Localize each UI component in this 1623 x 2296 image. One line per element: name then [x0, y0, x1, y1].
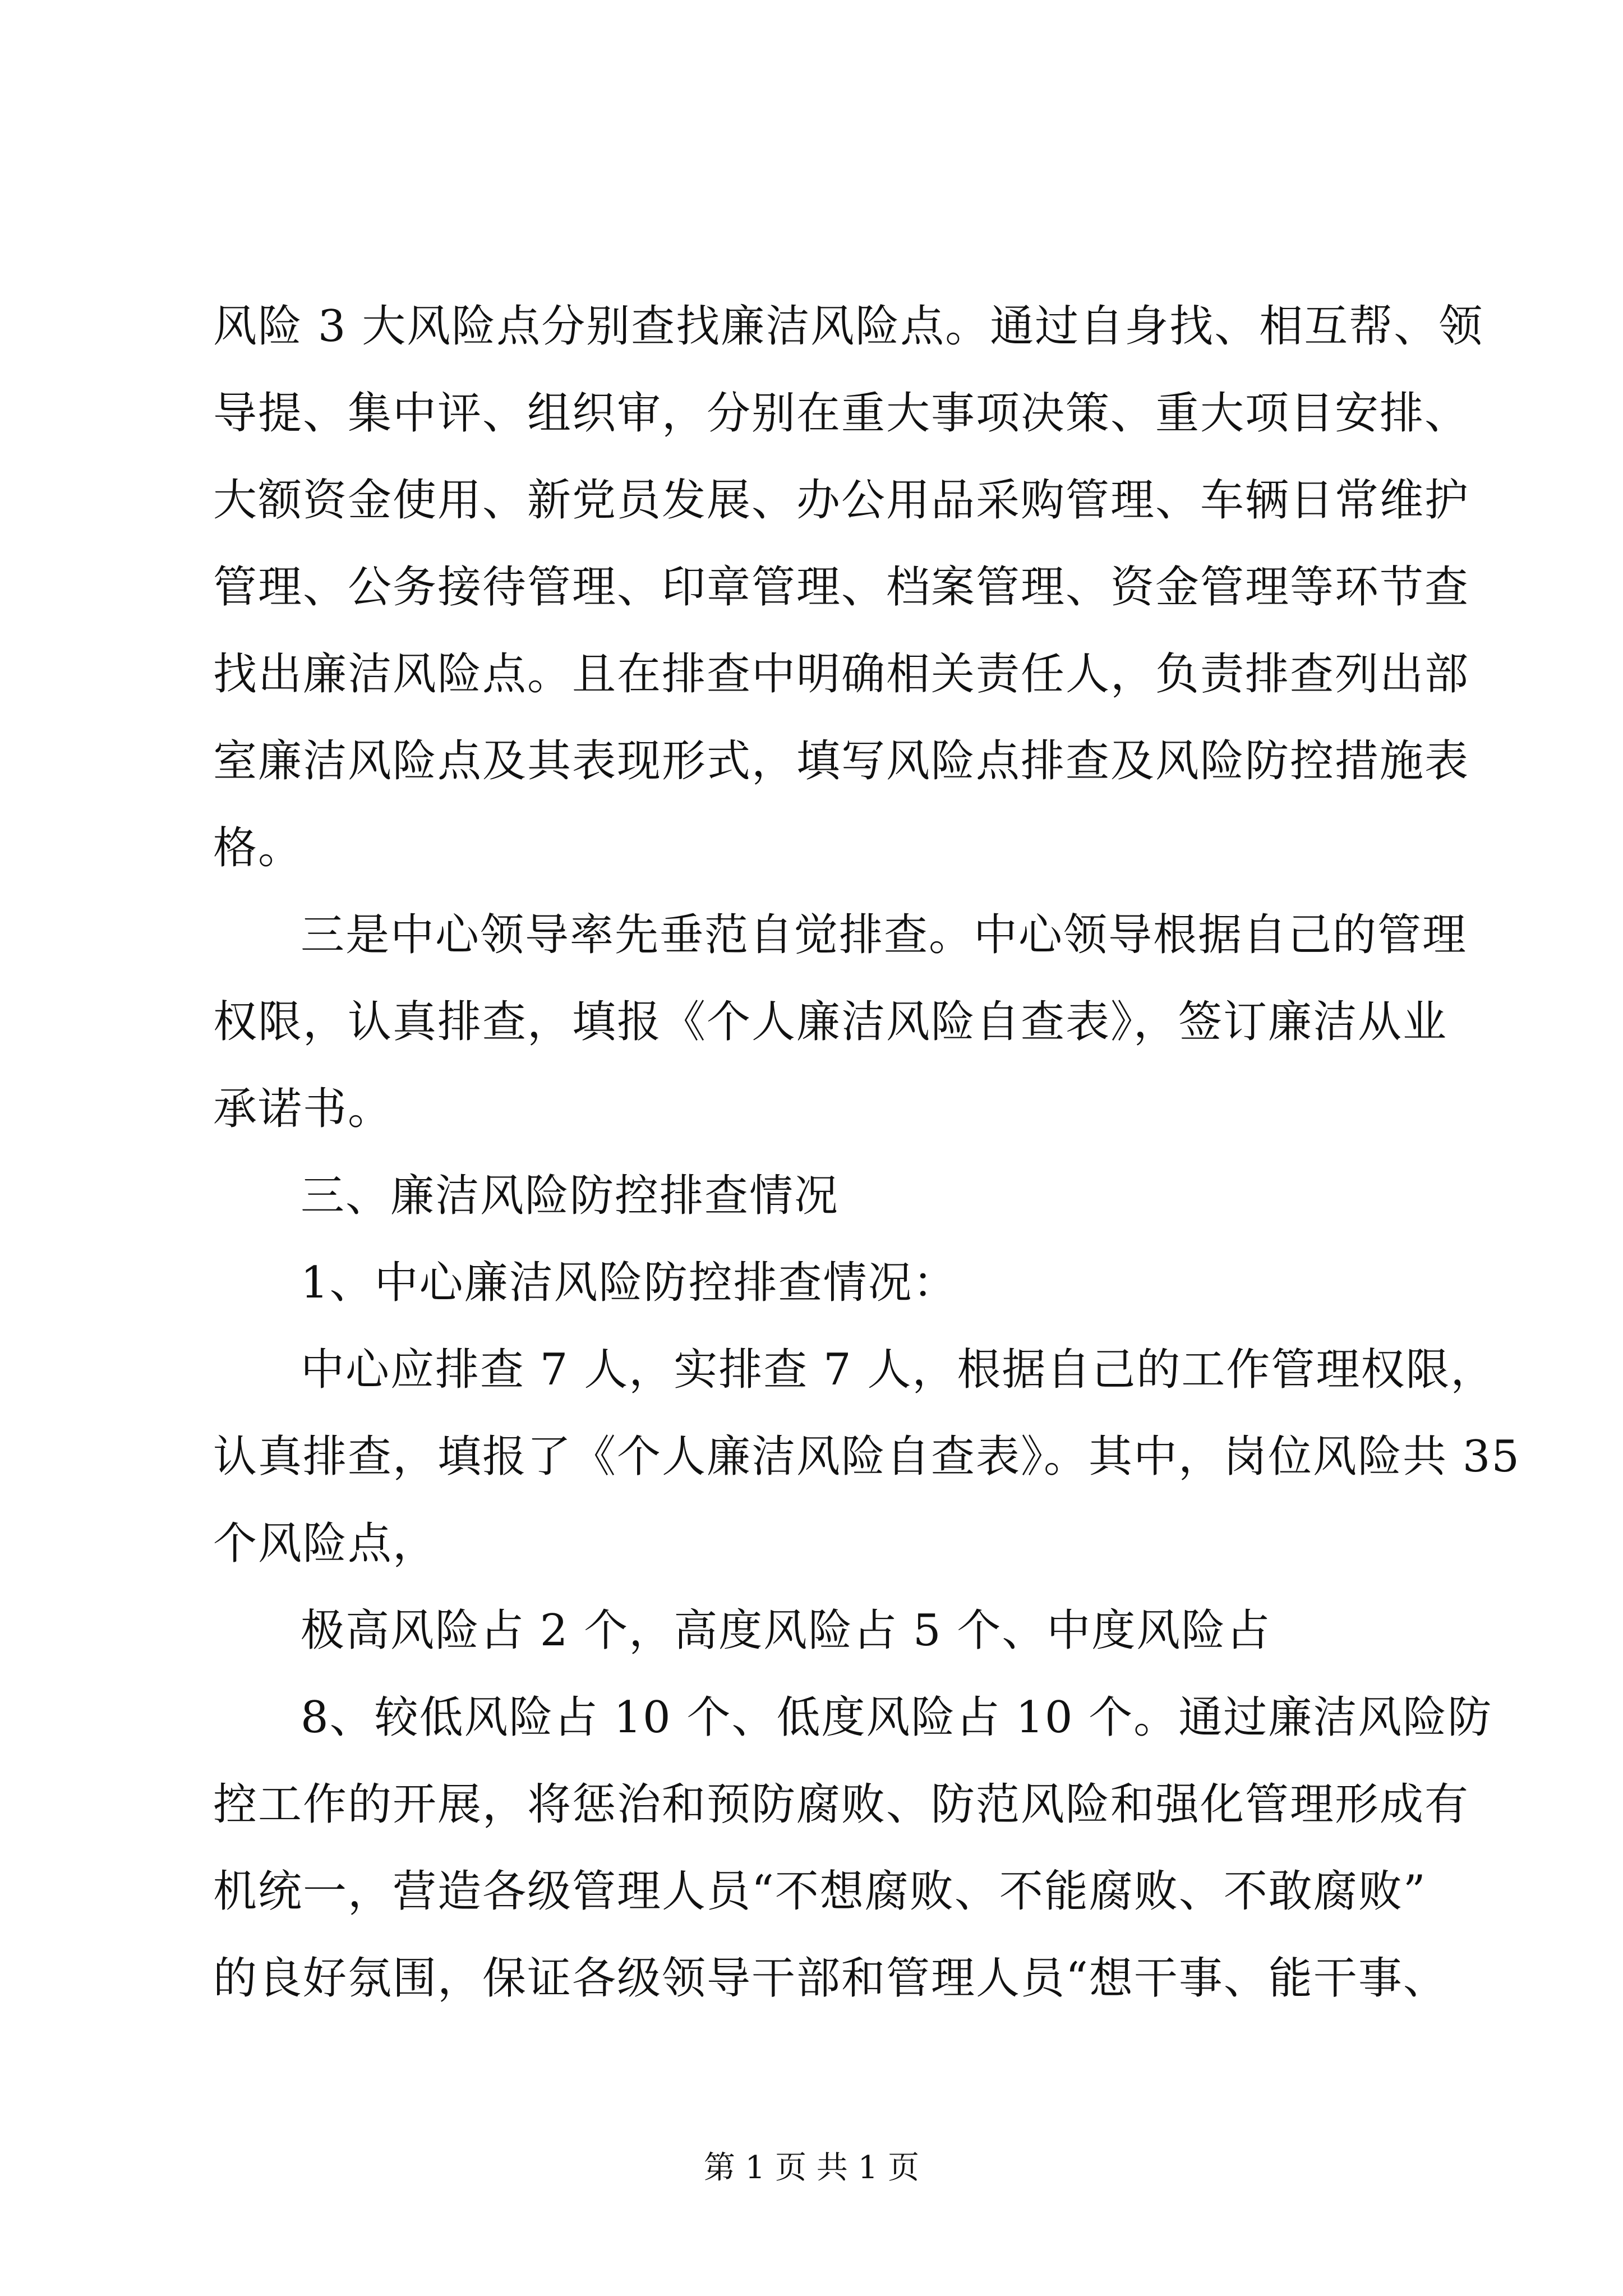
text-line: 承诺书。 — [213, 1084, 393, 1134]
page-footer: 第 1 页 共 1 页 — [703, 2150, 920, 2186]
text-line: 8、较低风险占 10 个、低度风险占 10 个。通过廉洁风险防 — [301, 1692, 1493, 1743]
text-line: 格。 — [213, 823, 303, 873]
text-line: 管理、公务接待管理、印章管理、档案管理、资金管理等环节查 — [213, 562, 1470, 613]
text-line: 风险 3 大风险点分别查找廉洁风险点。通过自身找、相互帮、领 — [213, 301, 1484, 352]
text-line: 权限，认真排查，填报《个人廉洁风险自查表》，签订廉洁从业 — [213, 997, 1448, 1047]
text-line: 的良好氛围，保证各级领导干部和管理人员“想干事、能干事、 — [213, 1953, 1448, 2004]
text-line: 个风险点， — [213, 1519, 438, 1569]
text-line: 三、廉洁风险防控排查情况 — [301, 1171, 840, 1221]
text-line: 室廉洁风险点及其表现形式，填写风险点排查及风险防控措施表 — [213, 736, 1470, 786]
text-line: 机统一，营造各级管理人员“不想腐败、不能腐败、不敢腐败” — [213, 1866, 1427, 1917]
document-body — [213, 283, 1521, 2022]
text-line: 极高风险占 2 个，高度风险占 5 个、中度风险占 — [301, 1605, 1271, 1656]
text-line: 找出廉洁风险点。且在排查中明确相关责任人，负责排查列出部 — [213, 649, 1470, 700]
text-line: 1、中心廉洁风险防控排查情况： — [301, 1258, 958, 1308]
text-line: 导提、集中评、组织审，分别在重大事项决策、重大项目安排、 — [213, 388, 1470, 439]
text-line: 中心应排查 7 人，实排查 7 人，根据自己的工作管理权限， — [301, 1345, 1496, 1395]
text-line: 控工作的开展，将惩治和预防腐败、防范风险和强化管理形成有 — [213, 1779, 1470, 1830]
text-line: 三是中心领导率先垂范自觉排查。中心领导根据自己的管理 — [301, 910, 1468, 960]
text-line: 认真排查，填报了《个人廉洁风险自查表》。其中，岗位风险共 35 — [213, 1432, 1521, 1482]
text-line: 大额资金使用、新党员发展、办公用品采购管理、车辆日常维护 — [213, 475, 1470, 526]
